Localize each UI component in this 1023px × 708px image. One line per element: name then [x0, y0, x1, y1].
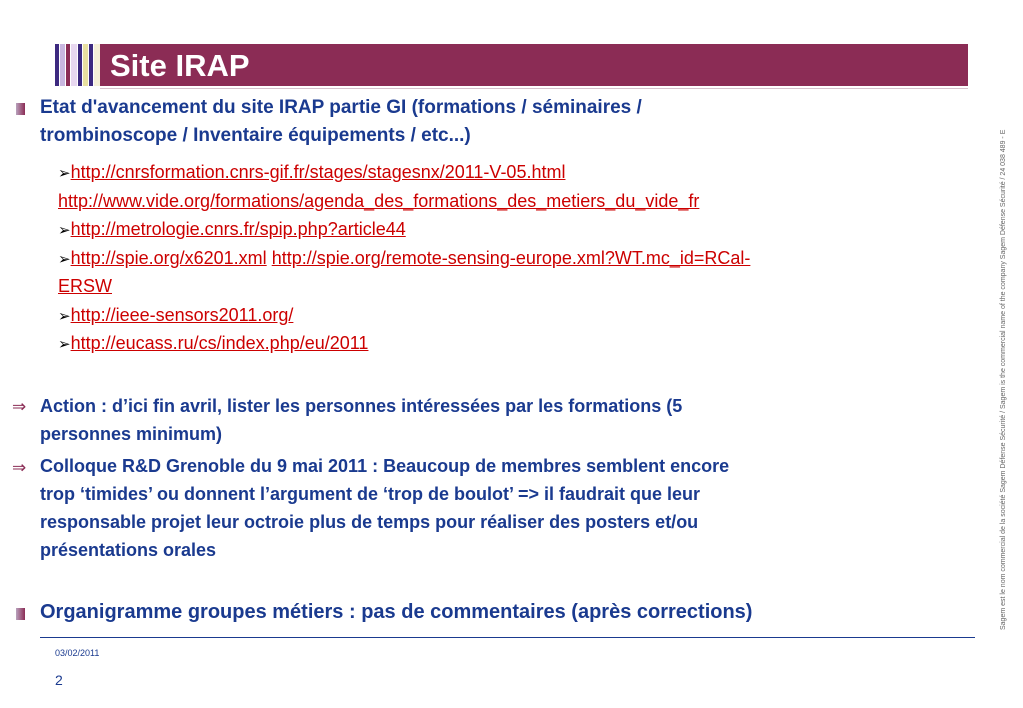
colloque-line4: présentations orales [40, 540, 217, 560]
action-line2: personnes minimum) [40, 424, 223, 444]
bullet2-text: Organigramme groupes métiers : pas de commentaires (après corrections) [40, 601, 753, 623]
footer-divider [40, 637, 975, 638]
bullet1-line2: trombinoscope / Inventaire équipements / etc...) [40, 125, 471, 146]
implies-arrow-icon: ⇒ [12, 397, 27, 416]
link-row-1 [58, 160, 565, 186]
implies-arrow-icon: ⇒ [12, 458, 27, 477]
bullet-square-icon [16, 608, 25, 620]
arrow-bullet-icon: ➢ [58, 165, 71, 182]
link-spie-x6201[interactable]: http://spie.org/x6201.xml [70, 248, 267, 268]
link-row-6 [58, 331, 368, 357]
link-ieee-sensors[interactable]: http://ieee-sensors2011.org/ [70, 305, 294, 325]
link-row-2 [58, 189, 699, 213]
title-stripes-decoration [55, 44, 100, 86]
arrow-bullet-icon: ➢ [58, 308, 71, 325]
arrow-bullet-icon: ➢ [58, 251, 71, 268]
action-line1: Action : d’ici fin avril, lister les personnes intéressées par les formations (5 [40, 396, 683, 416]
bullet1-line1: Etat d'avancement du site IRAP partie GI (formations / séminaires / [40, 97, 642, 118]
colloque-line2: trop ‘timides’ ou donnent l’argument de ‘trop de boulot’ => il faudrait que leur [40, 484, 701, 504]
link-eucass[interactable]: http://eucass.ru/cs/index.php/eu/2011 [70, 333, 369, 353]
side-legal-note: Sagem est le nom commercial de la société Sagem Défense Sécurité / Sagem is the commercial name of the company Sagem Défense Sécurité / 24 038 489 - E [1000, 129, 1007, 630]
page-number: 2 [55, 672, 63, 688]
link-row-5 [58, 303, 293, 329]
link-vide[interactable]: http://www.vide.org/formations/agenda_des_formations_des_metiers_du_vide_fr [58, 191, 700, 211]
arrow-bullet-icon: ➢ [58, 222, 71, 239]
link-spie-remote-sensing[interactable]: http://spie.org/remote-sensing-europe.xml?WT.mc_id=RCal- [271, 248, 751, 268]
title-underline [100, 88, 968, 89]
link-row-4 [58, 246, 750, 272]
arrow-bullet-icon: ➢ [58, 336, 71, 353]
link-spie-remote-sensing-cont[interactable]: ERSW [58, 276, 112, 296]
page-title: Site IRAP [110, 48, 250, 83]
link-cnrsformation[interactable]: http://cnrsformation.cnrs-gif.fr/stages/stagesnx/2011-V-05.html [70, 162, 566, 182]
colloque-line1: Colloque R&D Grenoble du 9 mai 2011 : Beaucoup de membres semblent encore [40, 456, 730, 476]
link-metrologie[interactable]: http://metrologie.cnrs.fr/spip.php?article44 [70, 219, 406, 239]
colloque-line3: responsable projet leur octroie plus de temps pour réaliser des posters et/ou [40, 512, 699, 532]
link-row-3 [58, 217, 406, 243]
bullet-square-icon [16, 103, 25, 115]
footer-date: 03/02/2011 [55, 648, 100, 658]
link-row-4-cont [58, 274, 112, 298]
